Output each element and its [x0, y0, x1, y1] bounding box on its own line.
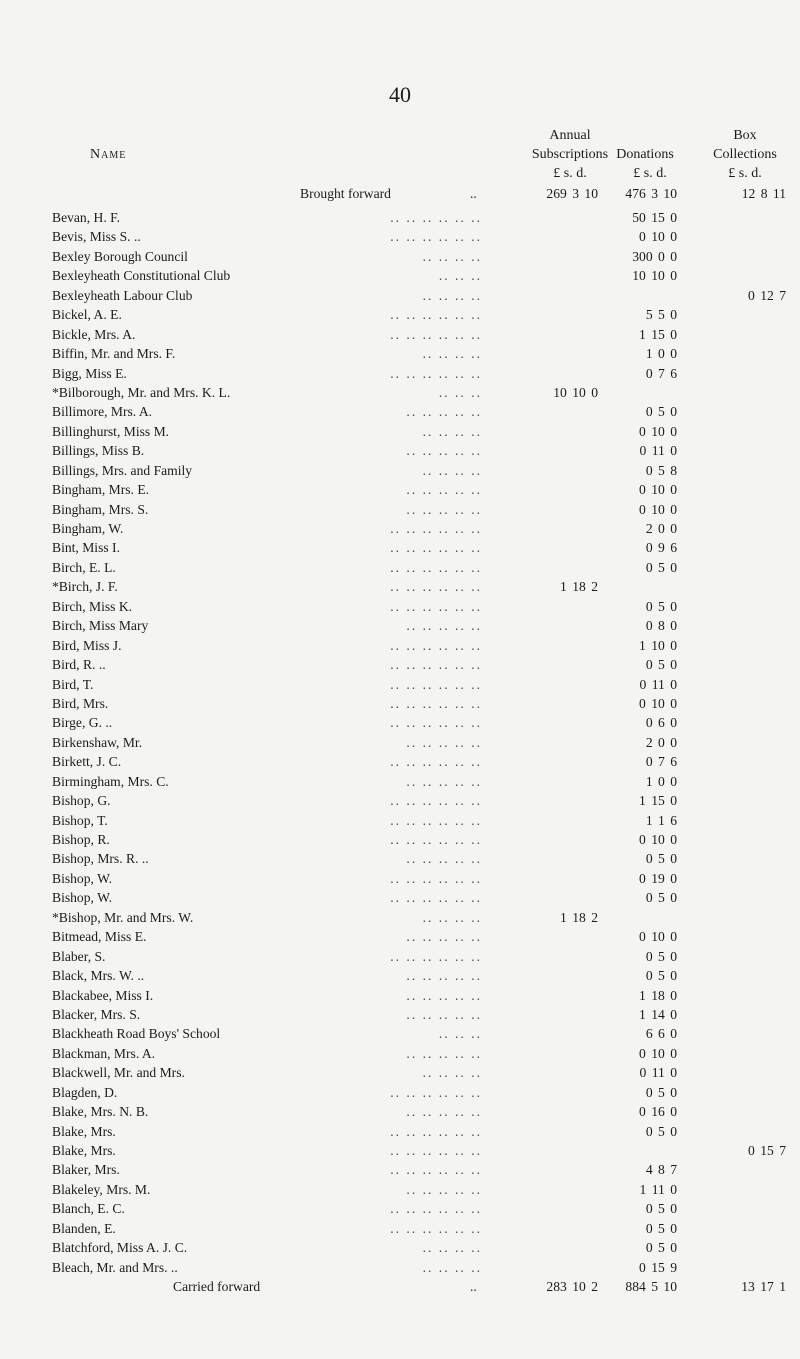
subscriber-name: *Bilborough, Mr. and Mrs. K. L.: [52, 384, 231, 400]
subscriber-name: Bexleyheath Constitutional Club: [52, 268, 231, 284]
leader-dots: .. .. .. .. .. ..: [390, 1220, 482, 1236]
table-row: [0, 655, 800, 674]
donation-amount: 0 10 0: [639, 832, 677, 847]
table-row: [0, 227, 800, 246]
table-row: [0, 266, 800, 285]
donation-amount: 0 5 0: [645, 851, 677, 867]
donation-amount: 0 5 0: [645, 1240, 677, 1256]
leader-dots: .. .. .. .. ..: [406, 404, 482, 420]
leader-dots: .. .. .. .. .. ..: [390, 754, 482, 770]
leader-dots: .. .. .. .. .. ..: [390, 229, 482, 245]
subscriber-name: Bevan, H. F.: [52, 210, 121, 225]
table-row: [0, 519, 800, 538]
leader-dots: .. .. .. .. .. ..: [390, 948, 482, 964]
subscriber-name: Birch, Miss K.: [52, 598, 133, 614]
donation-amount: 0 19 0: [639, 870, 677, 886]
donation-amount: 5 5 0: [645, 307, 677, 323]
donation-amount: 0 5 0: [645, 890, 677, 906]
subscriber-name: Blanch, E. C.: [52, 1201, 125, 1217]
carried-forward-row: [0, 1277, 800, 1297]
name-column-header: Name: [90, 147, 127, 162]
subscriber-name: Bishop, Mrs. R. ..: [52, 851, 149, 867]
table-row: [0, 830, 800, 849]
subscriber-name: Biffin, Mr. and Mrs. F.: [52, 346, 176, 362]
leader-dots: .. .. .. .. ..: [406, 1181, 482, 1197]
subscriber-name: Blacker, Mrs. S.: [52, 1006, 141, 1022]
leader-dots: .. .. .. .. .. ..: [390, 793, 482, 809]
table-row: [0, 1005, 800, 1024]
table-row: [0, 305, 800, 324]
table-row: [0, 480, 800, 499]
leader-dots: .. .. .. .. ..: [406, 734, 482, 750]
leader-dots: .. .. .. .. .. ..: [390, 832, 482, 847]
table-row: [0, 869, 800, 888]
table-row: [0, 286, 800, 305]
leader-dots: .. .. .. .. ..: [406, 968, 482, 984]
donation-amount: 0 11 0: [639, 443, 677, 459]
table-row: [0, 713, 800, 732]
table-row: [0, 752, 800, 771]
subscriber-name: Bleach, Mr. and Mrs. ..: [52, 1259, 178, 1275]
subscriber-name: Bint, Miss I.: [52, 540, 120, 556]
annual-subscription: 1 18 2: [560, 579, 598, 595]
subscriber-name: Bexley Borough Council: [52, 248, 188, 264]
subscriber-name: Bishop, T.: [52, 812, 108, 828]
carried-forward-donations: 884 5 10: [625, 1279, 677, 1294]
donation-amount: 0 5 0: [645, 1220, 677, 1236]
leader-dots: .. .. .. .. ..: [406, 987, 482, 1003]
donation-amount: 0 15 9: [639, 1259, 677, 1275]
leader-dots: .. .. .. .. ..: [406, 1045, 482, 1061]
table-row: [0, 694, 800, 713]
leader-dots: .. .. .. .. .. ..: [390, 540, 482, 556]
subscriber-name: Birch, Miss Mary: [52, 618, 149, 634]
table-row: [0, 616, 800, 635]
donation-amount: 0 5 0: [645, 1084, 677, 1100]
subscriber-name: Blakeley, Mrs. M.: [52, 1181, 151, 1197]
subscriber-name: *Bishop, Mr. and Mrs. W.: [52, 909, 194, 925]
donation-amount: 1 0 0: [645, 346, 677, 362]
donation-amount: 1 18 0: [639, 987, 677, 1003]
leader-dots: .. .. .. .. .. ..: [390, 637, 482, 653]
subscriber-name: Bexleyheath Labour Club: [52, 287, 193, 303]
subscriber-name: Bird, Mrs.: [52, 695, 109, 711]
table-row: [0, 1122, 800, 1141]
carried-forward-dots: ..: [470, 1279, 477, 1294]
leader-dots: .. .. .. .. ..: [406, 1104, 482, 1120]
annual-subscription: 1 18 2: [560, 909, 598, 925]
donation-amount: 0 10 0: [639, 423, 677, 439]
donation-amount: 2 0 0: [645, 734, 677, 750]
table-row: [0, 849, 800, 868]
table-row: [0, 325, 800, 344]
subscriber-name: Bishop, G.: [52, 793, 111, 809]
leader-dots: .. .. ..: [438, 384, 482, 400]
table-row: [0, 1102, 800, 1121]
subscriber-name: Birkenshaw, Mr.: [52, 734, 143, 750]
donation-amount: 0 7 6: [645, 365, 677, 381]
annual-header: Annual: [549, 128, 591, 143]
leader-dots: .. .. ..: [438, 1026, 482, 1042]
table-row: [0, 733, 800, 752]
table-row: [0, 461, 800, 480]
brought-forward-row: [0, 184, 800, 204]
leader-dots: .. .. .. .. .. ..: [390, 890, 482, 906]
leader-dots: .. .. .. .. ..: [406, 773, 482, 789]
carried-forward-label: Carried forward: [173, 1279, 261, 1294]
leader-dots: .. .. .. ..: [422, 1259, 482, 1275]
donation-amount: 0 5 0: [645, 657, 677, 673]
leader-dots: .. .. .. .. .. ..: [390, 1084, 482, 1100]
box-header: Box: [733, 128, 757, 143]
table-row: [0, 791, 800, 810]
table-row: [0, 558, 800, 577]
table-row: [0, 500, 800, 519]
table-row: [0, 1180, 800, 1199]
leader-dots: .. .. .. ..: [422, 462, 482, 478]
leader-dots: .. .. .. .. ..: [406, 501, 482, 517]
table-row: [0, 597, 800, 616]
table-row: [0, 908, 800, 927]
leader-dots: .. .. .. .. .. ..: [390, 1143, 482, 1158]
subscriber-name: Bishop, W.: [52, 890, 113, 906]
table-row: [0, 1063, 800, 1082]
subscriber-name: Blaber, S.: [52, 948, 106, 964]
leader-dots: .. .. .. .. .. ..: [390, 579, 482, 595]
subscriber-name: Blake, Mrs.: [52, 1143, 116, 1158]
leader-dots: .. .. .. ..: [422, 346, 482, 362]
subscriber-name: Bickle, Mrs. A.: [52, 326, 136, 342]
leader-dots: .. .. .. .. .. ..: [390, 870, 482, 886]
table-row: [0, 1160, 800, 1179]
table-row: [0, 811, 800, 830]
leader-dots: .. .. .. ..: [422, 423, 482, 439]
donation-amount: 0 5 0: [645, 559, 677, 575]
table-row: [0, 422, 800, 441]
subscriber-name: Bird, T.: [52, 676, 94, 692]
subscriber-name: Billings, Miss B.: [52, 443, 145, 459]
subscriber-name: Birch, E. L.: [52, 559, 116, 575]
table-row: [0, 675, 800, 694]
subscriber-name: Bird, Miss J.: [52, 637, 122, 653]
table-row: [0, 947, 800, 966]
page-number: 40: [389, 82, 411, 107]
donation-amount: 1 0 0: [645, 773, 677, 789]
subscriber-name: Bishop, W.: [52, 870, 113, 886]
subscriber-name: Blagden, D.: [52, 1084, 118, 1100]
leader-dots: .. .. .. .. ..: [406, 443, 482, 459]
donation-amount: 6 6 0: [645, 1026, 677, 1042]
brought-forward-label: Brought forward: [300, 186, 391, 201]
table-row: [0, 441, 800, 460]
table-row: [0, 1044, 800, 1063]
subscriber-name: Billimore, Mrs. A.: [52, 404, 153, 420]
annual-currency-header: £ s. d.: [553, 166, 587, 181]
leader-dots: .. .. .. .. .. ..: [390, 326, 482, 342]
subscriber-name: Bingham, W.: [52, 521, 124, 536]
donation-amount: 2 0 0: [645, 521, 677, 536]
donation-amount: 0 8 0: [645, 618, 677, 634]
box-collection: 0 12 7: [748, 287, 786, 303]
table-row: [0, 986, 800, 1005]
donation-amount: 0 16 0: [639, 1104, 677, 1120]
leader-dots: .. .. .. .. ..: [406, 618, 482, 634]
donation-amount: 0 10 0: [639, 695, 677, 711]
donation-amount: 0 5 0: [645, 1201, 677, 1217]
donation-amount: 0 5 0: [645, 948, 677, 964]
table-row: [0, 1219, 800, 1238]
donation-amount: 0 5 0: [645, 1123, 677, 1139]
donation-amount: 0 10 0: [639, 501, 677, 517]
donation-amount: 0 11 0: [639, 1065, 677, 1081]
leader-dots: .. .. .. .. .. ..: [390, 210, 482, 225]
leader-dots: .. .. .. .. .. ..: [390, 365, 482, 381]
table-row: [0, 1238, 800, 1257]
leader-dots: .. .. .. .. .. ..: [390, 521, 482, 536]
subscriber-name: Blackwell, Mr. and Mrs.: [52, 1065, 185, 1081]
donation-amount: 1 1 6: [645, 812, 677, 828]
table-row: [0, 636, 800, 655]
table-row: [0, 364, 800, 383]
leader-dots: .. .. .. .. .. ..: [390, 1162, 482, 1178]
donation-amount: 0 7 6: [645, 754, 677, 770]
table-row: [0, 344, 800, 363]
leader-dots: .. .. .. ..: [422, 1065, 482, 1081]
subscriber-name: Blackman, Mrs. A.: [52, 1045, 156, 1061]
donation-amount: 4 8 7: [645, 1162, 677, 1178]
leader-dots: .. .. .. .. .. ..: [390, 559, 482, 575]
table-row: [0, 247, 800, 266]
collections-header: Collections: [713, 147, 777, 162]
donation-amount: 10 10 0: [632, 268, 677, 284]
donation-amount: 300 0 0: [632, 248, 677, 264]
donation-amount: 0 6 0: [645, 715, 677, 731]
leader-dots: .. .. .. .. .. ..: [390, 695, 482, 711]
donations-header: Donations: [616, 147, 674, 162]
donation-amount: 0 10 0: [639, 482, 677, 498]
leader-dots: .. .. .. .. .. ..: [390, 657, 482, 673]
leader-dots: .. .. .. .. .. ..: [390, 676, 482, 692]
leader-dots: .. .. .. .. .. ..: [390, 1123, 482, 1139]
donation-amount: 0 5 0: [645, 968, 677, 984]
leader-dots: .. .. .. .. .. ..: [390, 1201, 482, 1217]
subscriber-name: Bevis, Miss S. ..: [52, 229, 141, 245]
subscriber-name: Bingham, Mrs. S.: [52, 501, 149, 517]
subscriber-name: Blaker, Mrs.: [52, 1162, 120, 1178]
table-row: [0, 208, 800, 227]
subscriber-name: Billings, Mrs. and Family: [52, 462, 193, 478]
donation-amount: 0 11 0: [639, 676, 677, 692]
leader-dots: .. .. .. ..: [422, 287, 482, 303]
subscriber-name: Bigg, Miss E.: [52, 365, 127, 381]
annual-subscription: 10 10 0: [553, 384, 598, 400]
leader-dots: .. .. .. .. ..: [406, 482, 482, 498]
subscriber-list: [0, 208, 800, 1277]
carried-forward-box: 13 17 1: [741, 1279, 786, 1294]
table-row: [0, 927, 800, 946]
subscriber-name: Birmingham, Mrs. C.: [52, 773, 169, 789]
donation-amount: 0 10 0: [639, 1045, 677, 1061]
leader-dots: .. .. .. .. ..: [406, 929, 482, 945]
subscriptions-header: Subscriptions: [531, 147, 609, 162]
brought-forward-annual: 269 3 10: [546, 186, 598, 201]
donation-amount: 1 15 0: [639, 326, 677, 342]
table-row: [0, 772, 800, 791]
donation-amount: 0 10 0: [639, 929, 677, 945]
brought-forward-box: 12 8 11: [741, 186, 786, 201]
leader-dots: .. .. .. .. .. ..: [390, 598, 482, 614]
table-row: [0, 1199, 800, 1218]
table-row: [0, 1141, 800, 1160]
subscriber-name: Blackabee, Miss I.: [52, 987, 154, 1003]
table-row: [0, 1024, 800, 1043]
donation-amount: 1 11 0: [639, 1181, 677, 1197]
donation-amount: 0 10 0: [639, 229, 677, 245]
brought-forward-donations: 476 3 10: [625, 186, 677, 201]
table-row: [0, 383, 800, 402]
table-row: [0, 538, 800, 557]
donations-currency-header: £ s. d.: [633, 166, 667, 181]
subscriber-name: Bitmead, Miss E.: [52, 929, 147, 945]
box-currency-header: £ s. d.: [728, 166, 762, 181]
table-row: [0, 577, 800, 596]
subscriber-name: Blake, Mrs. N. B.: [52, 1104, 149, 1120]
table-row: [0, 888, 800, 907]
subscriber-name: Bishop, R.: [52, 832, 110, 847]
subscriber-name: Blatchford, Miss A. J. C.: [52, 1240, 188, 1256]
subscriber-name: *Birch, J. F.: [52, 579, 118, 595]
subscriber-name: Blake, Mrs.: [52, 1123, 116, 1139]
leader-dots: .. .. .. .. .. ..: [390, 715, 482, 731]
subscriber-name: Black, Mrs. W. ..: [52, 968, 145, 984]
subscriber-name: Bingham, Mrs. E.: [52, 482, 150, 498]
leader-dots: .. .. .. ..: [422, 909, 482, 925]
table-row: [0, 966, 800, 985]
leader-dots: .. .. .. .. ..: [406, 1006, 482, 1022]
leader-dots: .. .. .. .. .. ..: [390, 812, 482, 828]
donation-amount: 0 5 8: [645, 462, 677, 478]
box-collection: 0 15 7: [748, 1143, 786, 1158]
leader-dots: .. .. ..: [438, 268, 482, 284]
donation-amount: 1 15 0: [639, 793, 677, 809]
leader-dots: .. .. .. ..: [422, 248, 482, 264]
donation-amount: 1 10 0: [639, 637, 677, 653]
donation-amount: 50 15 0: [632, 210, 677, 225]
leader-dots: .. .. .. .. ..: [406, 851, 482, 867]
subscriber-name: Birkett, J. C.: [52, 754, 122, 770]
donation-amount: 0 9 6: [645, 540, 677, 556]
subscriber-name: Birge, G. ..: [52, 715, 113, 731]
subscriber-name: Billinghurst, Miss M.: [52, 423, 170, 439]
donation-amount: 0 5 0: [645, 598, 677, 614]
donation-amount: 1 14 0: [639, 1006, 677, 1022]
subscriber-name: Blanden, E.: [52, 1220, 116, 1236]
table-row: [0, 1083, 800, 1102]
table-row: [0, 1258, 800, 1277]
carried-forward-annual: 283 10 2: [546, 1279, 598, 1294]
subscriber-name: Bird, R. ..: [52, 657, 106, 673]
leader-dots: .. .. .. ..: [422, 1240, 482, 1256]
subscriber-name: Blackheath Road Boys' School: [52, 1026, 221, 1042]
brought-forward-dots: ..: [470, 186, 477, 201]
table-row: [0, 402, 800, 421]
leader-dots: .. .. .. .. .. ..: [390, 307, 482, 323]
subscriber-name: Bickel, A. E.: [52, 307, 122, 323]
donation-amount: 0 5 0: [645, 404, 677, 420]
